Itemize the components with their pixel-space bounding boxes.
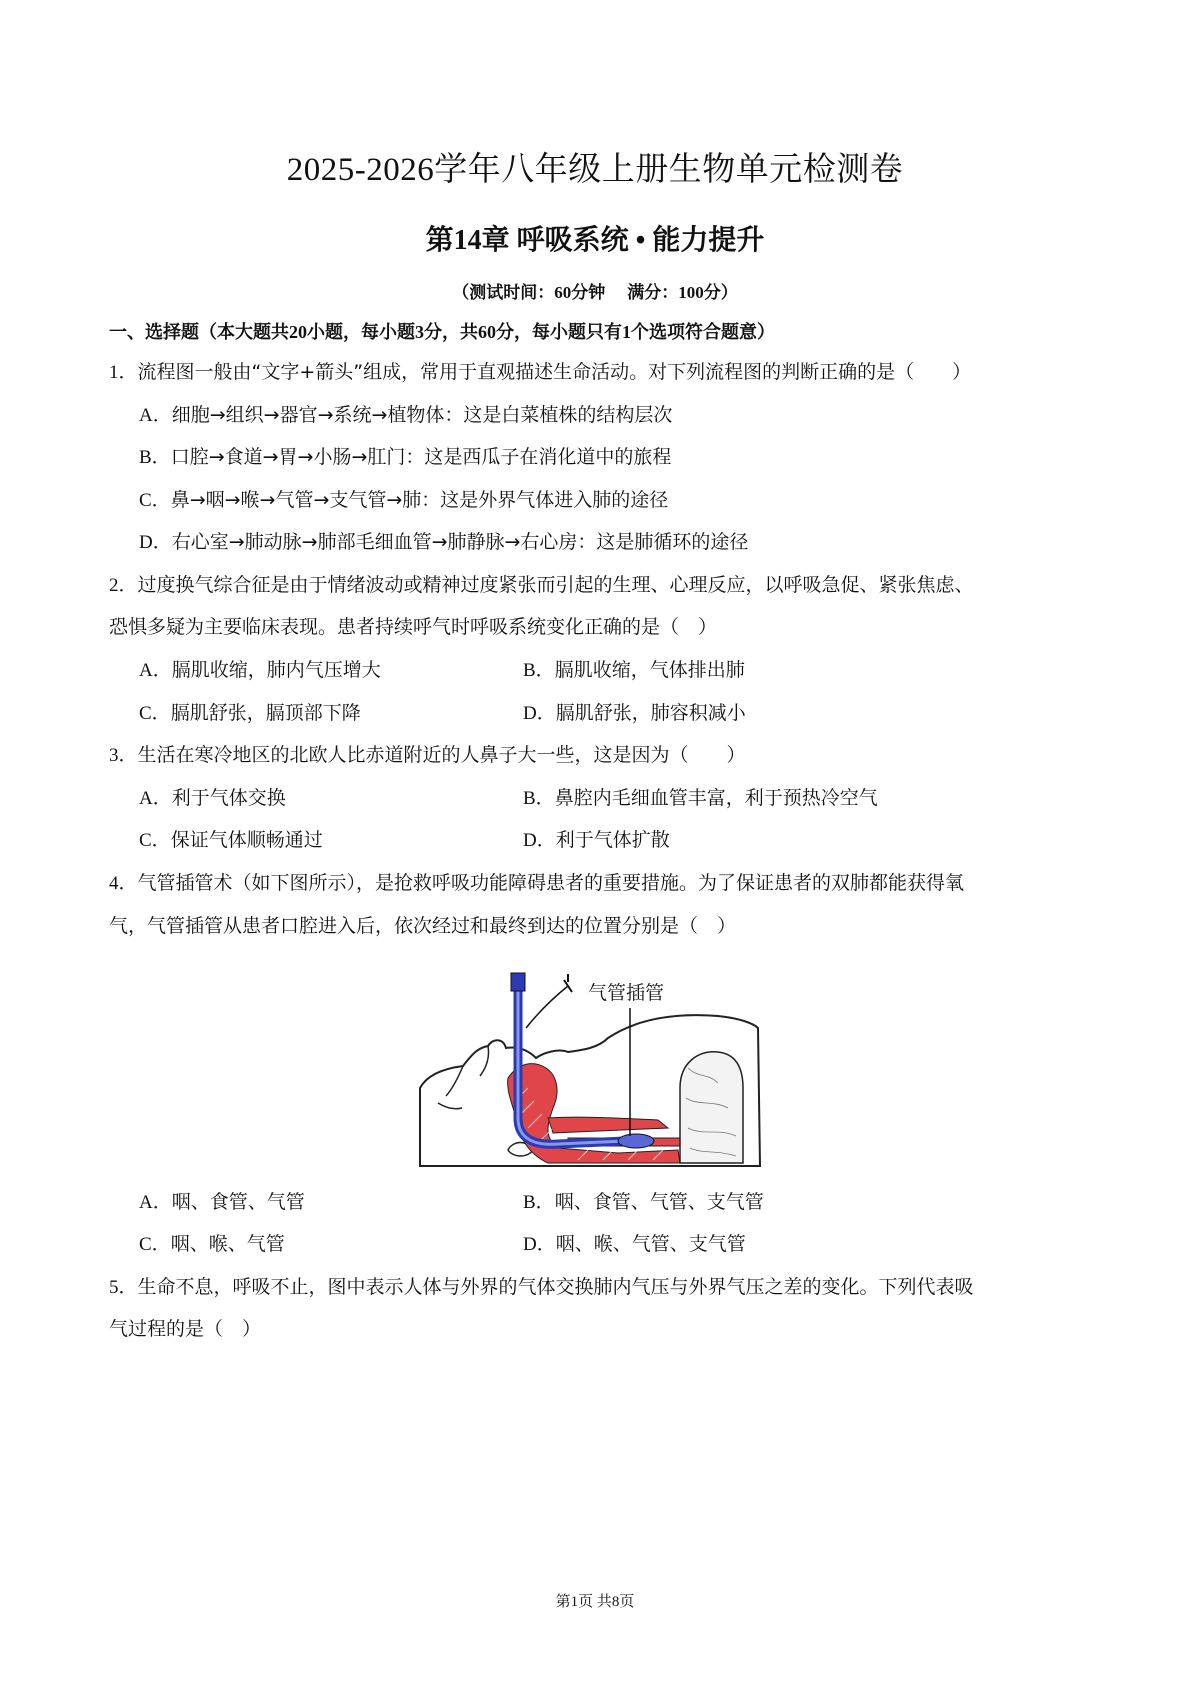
- option-text: 咽、食管、气管、支气管: [554, 1191, 764, 1213]
- question-number: 5．: [109, 1277, 138, 1298]
- test-score: 满分：100分）: [627, 283, 738, 302]
- option-text: 膈肌舒张，膈顶部下降: [170, 702, 361, 724]
- question-1-option-a[interactable]: [139, 400, 672, 427]
- option-text: 咽、食管、气管: [171, 1191, 305, 1213]
- question-1-stem: [109, 357, 971, 384]
- question-3-option-d[interactable]: [523, 825, 670, 852]
- test-info: [0, 278, 1190, 303]
- question-4-option-b[interactable]: [523, 1187, 764, 1214]
- figure-label: 气管插管: [588, 982, 665, 1004]
- option-text: 口腔→食道→胃→小肠→肛门：这是西瓜子在消化道中的旅程: [170, 446, 672, 468]
- option-text: 利于气体扩散: [555, 829, 670, 851]
- question-2-option-b[interactable]: [523, 655, 745, 682]
- option-label: B．: [523, 788, 555, 809]
- question-text: 生命不息，呼吸不止，图中表示人体与外界的气体交换肺内气压与外界气压之差的变化。下列代表吸: [137, 1276, 974, 1298]
- page-footer: 第1页 共8页: [555, 1594, 635, 1610]
- question-number: 1．: [109, 362, 138, 383]
- question-3-stem: [109, 740, 746, 767]
- option-label: B．: [139, 447, 171, 468]
- question-4-option-a[interactable]: [139, 1187, 305, 1214]
- chapter-subtitle: 第14章 呼吸系统 • 能力提升: [425, 225, 765, 256]
- question-4-stem-cont: 气，气管插管从患者口腔进入后，依次经过和最终到达的位置分别是（ ）: [109, 915, 737, 937]
- exam-title: 2025-2026学年八年级上册生物单元检测卷: [286, 152, 904, 188]
- option-label: C．: [139, 1234, 171, 1255]
- question-2-option-a[interactable]: [139, 655, 381, 682]
- question-3-option-c[interactable]: [139, 825, 323, 852]
- section-heading: 一、选择题（本大题共20小题，每小题3分，共60分，每小题只有1个选项符合题意）: [109, 322, 775, 342]
- option-label: C．: [139, 830, 171, 851]
- option-text: 细胞→组织→器官→系统→植物体：这是白菜植株的结构层次: [171, 404, 673, 426]
- question-text: 流程图一般由“文字+箭头”组成，常用于直观描述生命活动。对下列流程图的判断正确的是（ ）: [137, 361, 972, 383]
- option-label: A．: [139, 405, 172, 426]
- option-label: A．: [139, 1192, 172, 1213]
- option-text: 利于气体交换: [171, 787, 286, 809]
- question-number: 4．: [109, 873, 138, 894]
- option-label: D．: [523, 1234, 556, 1255]
- option-text: 鼻腔内毛细血管丰富，利于预热冷空气: [554, 787, 878, 809]
- question-number: 2．: [109, 575, 138, 596]
- question-text: 气管插管术（如下图所示），是抢救呼吸功能障碍患者的重要措施。为了保证患者的双肺都能获得氧: [137, 872, 965, 894]
- question-2-stem-cont: 恐惧多疑为主要临床表现。患者持续呼气时呼吸系统变化正确的是（ ）: [109, 616, 718, 638]
- question-4-option-d[interactable]: [523, 1229, 746, 1256]
- option-label: A．: [139, 660, 172, 681]
- question-2-option-d[interactable]: [523, 698, 746, 725]
- option-text: 膈肌收缩，肺内气压增大: [171, 659, 381, 681]
- option-text: 膈肌舒张，肺容积减小: [555, 702, 746, 724]
- test-time: （测试时间：60分钟: [452, 283, 606, 302]
- question-number: 3．: [109, 745, 138, 766]
- question-4-option-c[interactable]: [139, 1229, 285, 1256]
- option-text: 鼻→咽→喉→气管→支气管→肺：这是外界气体进入肺的途径: [170, 489, 669, 511]
- question-4-stem: [109, 868, 964, 895]
- option-text: 右心室→肺动脉→肺部毛细血管→肺静脉→右心房：这是肺循环的途径: [171, 531, 749, 553]
- option-text: 咽、喉、气管、支气管: [555, 1233, 746, 1255]
- question-3-option-a[interactable]: [139, 783, 286, 810]
- option-label: A．: [139, 788, 172, 809]
- option-label: D．: [523, 830, 556, 851]
- option-label: C．: [139, 490, 171, 511]
- question-5-stem: [109, 1272, 974, 1299]
- intubation-figure: [418, 968, 770, 1168]
- question-3-option-b[interactable]: [523, 783, 878, 810]
- question-1-option-d[interactable]: [139, 527, 748, 554]
- question-5-stem-cont: 气过程的是（ ）: [109, 1318, 262, 1340]
- option-label: D．: [523, 703, 556, 724]
- question-2-option-c[interactable]: [139, 698, 361, 725]
- question-1-option-c[interactable]: [139, 485, 668, 512]
- option-text: 咽、喉、气管: [170, 1233, 285, 1255]
- question-1-option-b[interactable]: [139, 442, 671, 469]
- question-text: 过度换气综合征是由于情绪波动或精神过度紧张而引起的生理、心理反应，以呼吸急促、紧张焦虑、: [137, 574, 974, 596]
- option-label: B．: [523, 660, 555, 681]
- option-label: B．: [523, 1192, 555, 1213]
- option-label: C．: [139, 703, 171, 724]
- question-text: 生活在寒冷地区的北欧人比赤道附近的人鼻子大一些，这是因为（ ）: [137, 744, 746, 766]
- option-text: 膈肌收缩，气体排出肺: [554, 659, 745, 681]
- question-2-stem: [109, 570, 974, 597]
- option-label: D．: [139, 532, 172, 553]
- option-text: 保证气体顺畅通过: [170, 829, 323, 851]
